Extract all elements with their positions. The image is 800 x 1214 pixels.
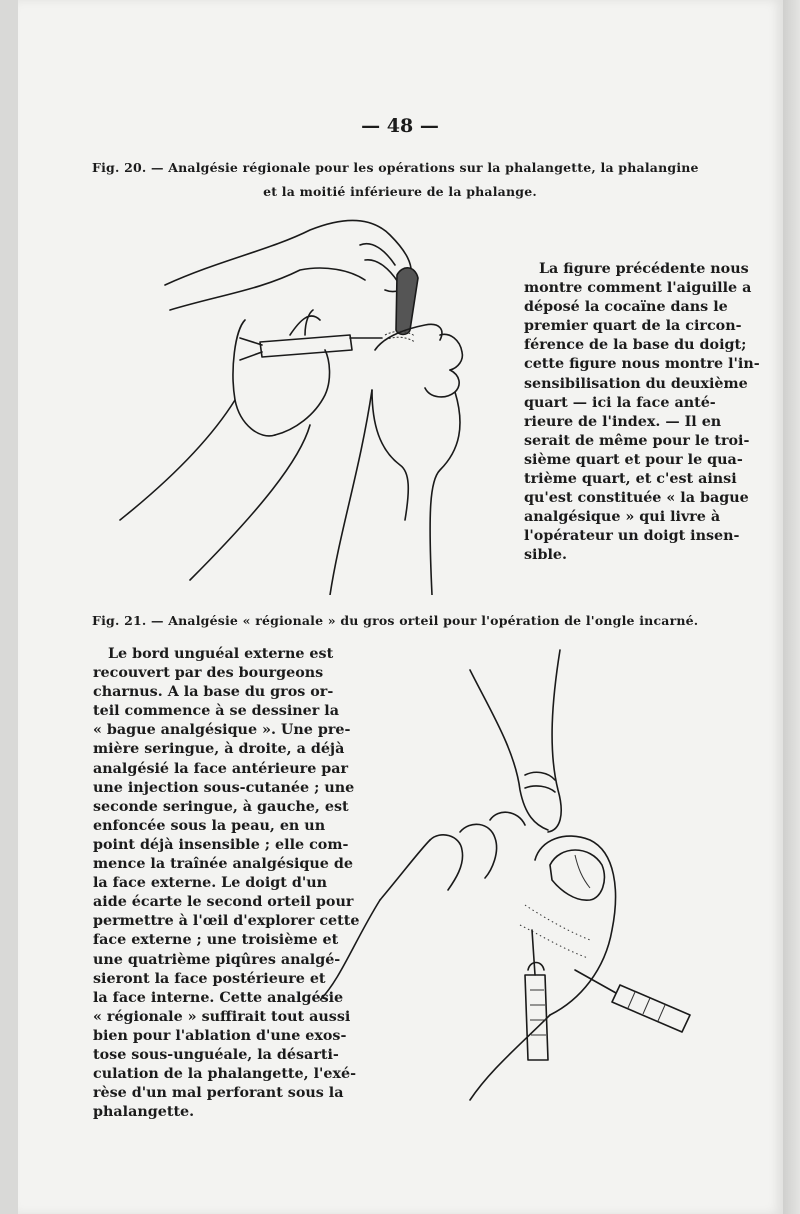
text-line: quart — ici la face anté- bbox=[524, 394, 716, 411]
text-line: la face interne. Cette analgésie bbox=[93, 989, 344, 1006]
text-line: « régionale » suffirait tout aussi bbox=[93, 1008, 351, 1025]
text-line: tose sous-unguéale, la désarti- bbox=[93, 1046, 339, 1063]
fig21-caption: Fig. 21. — Analgésie « régionale » du gros orteil pour l'opération de l'ongle incarné. bbox=[92, 613, 699, 628]
text-line: sième quart et pour le qua- bbox=[524, 451, 743, 468]
text-line: aide écarte le second orteil pour bbox=[93, 894, 354, 911]
text-line: montre comment l'aiguille a bbox=[524, 280, 752, 297]
text-line: point déjà insensible ; elle com- bbox=[93, 836, 349, 853]
fig20-caption-line2: et la moitié inférieure de la phalange. bbox=[263, 184, 537, 199]
text-line: face externe ; une troisième et bbox=[93, 932, 339, 949]
text-line: phalangette. bbox=[93, 1104, 195, 1121]
text-line: sensibilisation du deuxième bbox=[524, 375, 748, 392]
text-line: seconde seringue, à gauche, est bbox=[93, 798, 349, 815]
text-line: permettre à l'œil d'explorer cette bbox=[93, 913, 360, 930]
text-line: l'opérateur un doigt insen- bbox=[524, 528, 740, 545]
text-line: mière seringue, à droite, a déjà bbox=[93, 741, 345, 758]
text-line: « bague analgésique ». Une pre- bbox=[93, 722, 351, 739]
fig20-caption-line1: Fig. 20. — Analgésie régionale pour les opérations sur la phalangette, la phalangine bbox=[92, 160, 699, 175]
text-line: déposé la cocaïne dans le bbox=[524, 299, 728, 316]
text-line: qu'est constituée « la bague bbox=[524, 490, 749, 507]
text-line: une injection sous-cutanée ; une bbox=[93, 779, 355, 796]
text-line: mence la traînée analgésique de bbox=[93, 856, 353, 873]
text-line: serait de même pour le troi- bbox=[524, 432, 750, 449]
text-line: enfoncée sous la peau, en un bbox=[93, 817, 326, 834]
text-line: recouvert par des bourgeons bbox=[93, 665, 324, 682]
text-line: la face externe. Le doigt d'un bbox=[93, 875, 327, 892]
text-line: teil commence à se dessiner la bbox=[93, 703, 339, 720]
fig20-description bbox=[524, 260, 760, 566]
text-line: sieront la face postérieure et bbox=[93, 970, 326, 987]
fig21-illustration bbox=[320, 640, 700, 1110]
text-line: charnus. A la base du gros or- bbox=[93, 684, 334, 701]
text-line: trième quart, et c'est ainsi bbox=[524, 471, 737, 488]
text-line: cette figure nous montre l'in- bbox=[524, 356, 760, 373]
text-line: férence de la base du doigt; bbox=[524, 337, 747, 354]
fig20-illustration bbox=[110, 210, 520, 595]
text-line: sible. bbox=[524, 547, 567, 564]
text-line: une quatrième piqûres analgé- bbox=[93, 951, 341, 968]
page-number: — 48 — bbox=[361, 115, 439, 137]
fig21-description bbox=[93, 645, 360, 1122]
text-line: analgésié la face antérieure par bbox=[93, 760, 349, 777]
text-line: La figure précédente nous bbox=[539, 261, 749, 277]
text-line: rieure de l'index. — Il en bbox=[524, 413, 722, 430]
page-edge-shadow bbox=[783, 0, 800, 1214]
text-line: analgésique » qui livre à bbox=[524, 509, 721, 526]
text-line: premier quart de la circon- bbox=[524, 318, 742, 335]
text-line: bien pour l'ablation d'une exos- bbox=[93, 1027, 347, 1044]
text-line: culation de la phalangette, l'exé- bbox=[93, 1066, 357, 1083]
text-line: rèse d'un mal perforant sous la bbox=[93, 1085, 344, 1102]
text-line: Le bord unguéal externe est bbox=[108, 646, 334, 662]
